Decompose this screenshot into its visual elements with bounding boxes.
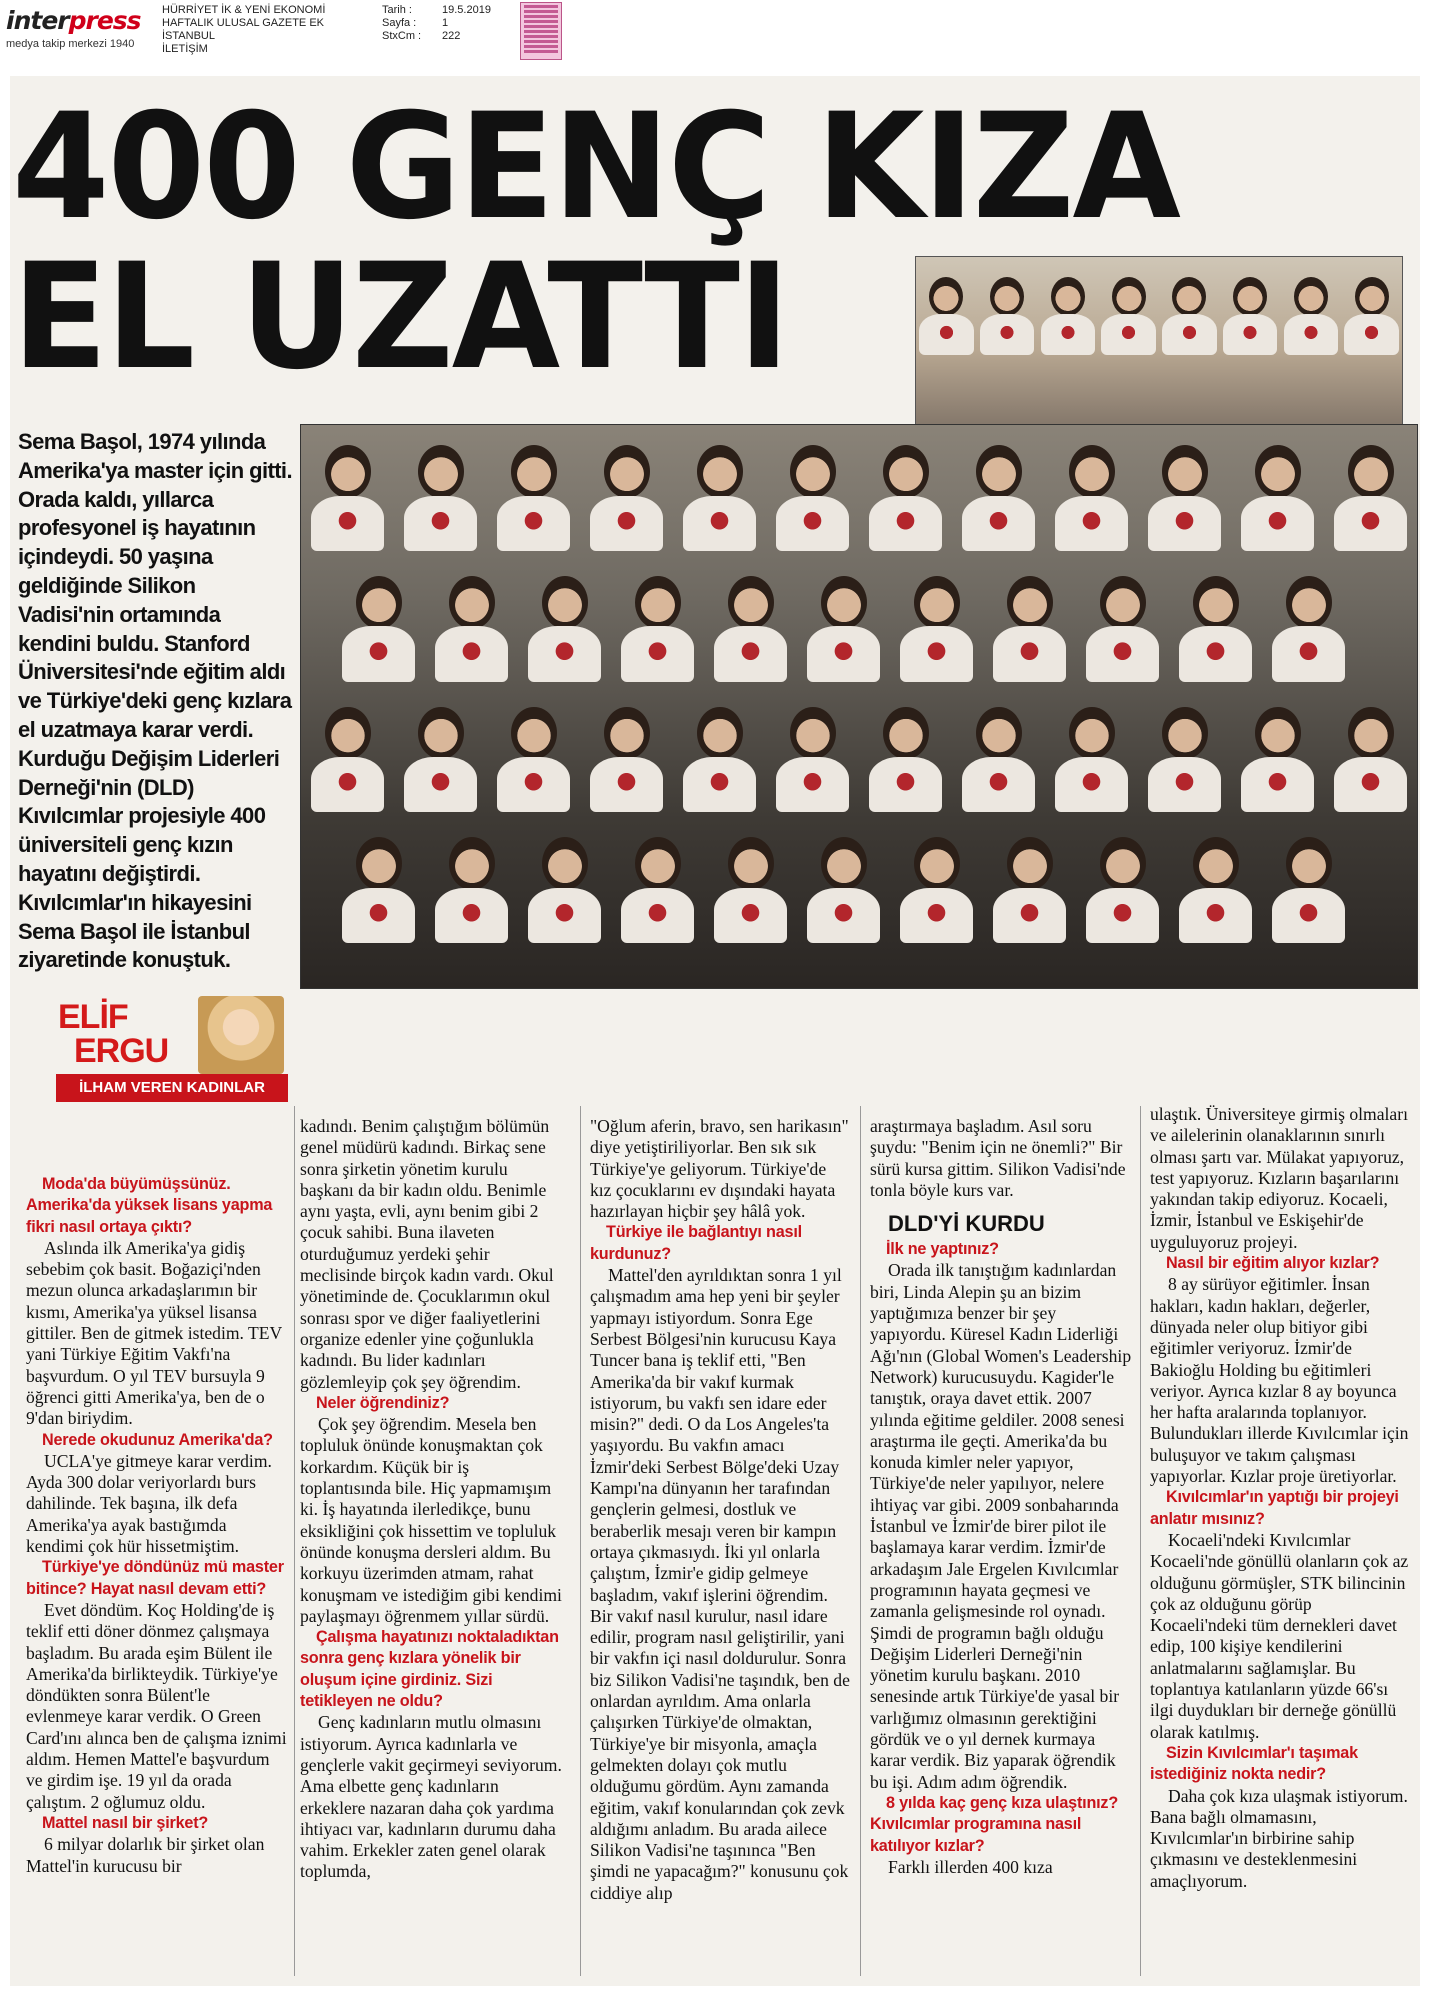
person-shirt bbox=[497, 757, 571, 812]
meta-key: Tarih : bbox=[382, 4, 412, 16]
headline-line-2: EL UZATTI bbox=[12, 232, 789, 402]
logo-brand-accent: press bbox=[68, 6, 141, 35]
headline-line-1: 400 GENÇ KIZA bbox=[12, 82, 1180, 252]
person-shirt bbox=[497, 496, 571, 551]
person-head bbox=[790, 707, 836, 760]
person-shirt bbox=[807, 888, 881, 943]
paragraph: Kocaeli'ndeki Kıvılcımlar Kocaeli'nde gönüllü olanların çok az olduğunu görmüşler, STK bilincinin çok az olduğunu görüp Kocaeli'ndeki tüm dernekleri davet edip, 100 kişiye kendilerini anlatmalarını sağlamışlar. Bu toplantıya katılanların yüzde 66'sı ilgi duydukları bir derneğe gönüllü olarak katılmış. bbox=[1150, 1529, 1409, 1742]
person-shirt bbox=[1055, 757, 1129, 812]
person-shirt bbox=[1162, 314, 1216, 355]
meta-keys bbox=[382, 4, 442, 43]
person-shirt bbox=[1334, 757, 1408, 812]
interview-question: Moda'da büyümüşsünüz. Amerika'da yüksek lisans yapma fikri nasıl ortaya çıktı? bbox=[26, 1175, 273, 1236]
person-head bbox=[356, 837, 402, 890]
person-shirt bbox=[993, 626, 1067, 681]
paragraph: ulaştık. Üniversiteye girmiş olmaları ve ailelerinin olanaklarının sınırlı olması şartı var. Mülakat yapıyoruz, test yapıyoruz. Kızların başarılarını yakından takip ediyoruz. Kocaeli, İzmir, İstanbul ve Eskişehir'de uyguluyoruz projeyi. bbox=[1150, 1104, 1408, 1252]
person-head bbox=[976, 707, 1022, 760]
person-shirt bbox=[342, 888, 416, 943]
person-head bbox=[821, 837, 867, 890]
person-head bbox=[418, 445, 464, 498]
page-thumbnail bbox=[520, 2, 562, 60]
person-head bbox=[1172, 277, 1206, 316]
logo-brand: inter bbox=[6, 6, 69, 35]
person-shirt bbox=[590, 757, 664, 812]
person-shirt bbox=[435, 626, 509, 681]
paragraph: 8 ay sürüyor eğitimler. İnsan hakları, kadın hakları, değerler, dünyada neler olup bitiyor gibi eğitimler veriyoruz. İzmir'de Bakioğlu Holding bu eğitimleri veriyor. Ayrıca kızlar 8 ay boyunca her hafta aralarında toplanıyor. Bulundukları illerde Kıvılcımlar için buluşuyor ve takım çalışması yapıyorlar. Kızlar proje üretiyorlar. bbox=[1150, 1274, 1409, 1487]
meta-values bbox=[442, 4, 502, 43]
person-shirt bbox=[1334, 496, 1408, 551]
person-head bbox=[1294, 277, 1328, 316]
person-shirt bbox=[528, 626, 602, 681]
person-shirt bbox=[776, 496, 850, 551]
person-shirt bbox=[1284, 314, 1338, 355]
person-head bbox=[697, 707, 743, 760]
person-head bbox=[1162, 445, 1208, 498]
person-head bbox=[1286, 837, 1332, 890]
person-shirt bbox=[621, 626, 695, 681]
publication-line: İLETİŞİM bbox=[162, 43, 208, 55]
article-column-3 bbox=[590, 1116, 852, 1904]
section-subheading: DLD'Yİ KURDU bbox=[888, 1211, 1045, 1237]
person-shirt bbox=[311, 496, 385, 551]
person-head bbox=[449, 576, 495, 629]
publication-info bbox=[162, 4, 372, 56]
publication-line: HÜRRİYET İK & YENİ EKONOMİ bbox=[162, 4, 326, 16]
paragraph: Genç kadınların mutlu olmasını istiyorum. Ayrıca kadınlarla ve gençlerle vakit geçirmeyi seviyorum. Ama elbette genç kadınların erkeklere nazaran daha çok yardıma ihtiyacı var, kadınların durumu daha vahim. Erkekler zaten genel olarak toplumda, bbox=[300, 1712, 562, 1882]
person-shirt bbox=[590, 496, 664, 551]
person-shirt bbox=[1272, 888, 1346, 943]
person-head bbox=[1069, 707, 1115, 760]
paragraph: Daha çok kıza ulaşmak istiyorum. Bana bağlı olmamasını, Kıvılcımlar'ın birbirine sahip çıkmasını ve desteklenmesini amaçlıyorum. bbox=[1150, 1785, 1408, 1891]
person-head bbox=[511, 707, 557, 760]
author-last-name: ERGU bbox=[74, 1032, 169, 1070]
person-shirt bbox=[1223, 314, 1277, 355]
person-head bbox=[1051, 277, 1085, 316]
person-shirt bbox=[993, 888, 1067, 943]
paragraph: Evet döndüm. Koç Holding'de iş teklif etti döner dönmez çalışmaya başladım. Bu arada eşim Bülent ile Amerika'da birlikteydik. Türkiye'ye döndükten sonra Bülent'le evlenmeye karar verdik. O Green Card'ını alınca ben de çalışma iznimi aldım. Hemen Mattel'e başvurdum ve girdim işe. 19 yıl da orada çalıştım. 2 oğlumuz oldu. bbox=[26, 1599, 287, 1812]
person-head bbox=[821, 576, 867, 629]
person-shirt bbox=[1101, 314, 1155, 355]
publication-line: İSTANBUL bbox=[162, 30, 215, 42]
person-shirt bbox=[714, 888, 788, 943]
person-head bbox=[325, 707, 371, 760]
meta-key: Sayfa : bbox=[382, 17, 417, 29]
logo-tagline: medya takip merkezi 1940 bbox=[6, 38, 135, 50]
interview-question: İlk ne yaptınız? bbox=[886, 1240, 999, 1259]
publication-line: HAFTALIK ULUSAL GAZETE EK bbox=[162, 17, 324, 29]
article-column-4 bbox=[870, 1116, 1132, 1878]
person-shirt bbox=[1179, 626, 1253, 681]
author-avatar bbox=[198, 996, 284, 1074]
interview-question: Neler öğrendiniz? bbox=[316, 1393, 450, 1412]
person-head bbox=[914, 576, 960, 629]
person-shirt bbox=[311, 757, 385, 812]
person-shirt bbox=[404, 757, 478, 812]
person-shirt bbox=[776, 757, 850, 812]
interpress-logo bbox=[6, 6, 156, 60]
person-head bbox=[728, 576, 774, 629]
meta-value: 1 bbox=[442, 17, 449, 29]
person-head bbox=[542, 576, 588, 629]
person-shirt bbox=[1148, 757, 1222, 812]
person-shirt bbox=[962, 757, 1036, 812]
person-head bbox=[1162, 707, 1208, 760]
person-shirt bbox=[342, 626, 416, 681]
paragraph: UCLA'ye gitmeye karar verdim. Ayda 300 dolar veriyorlardı burs dahilinde. Tek başına, ilk defa Amerika'ya ayak bastığımda kendimi çok hür hissetmiştim. bbox=[26, 1450, 272, 1557]
person-shirt bbox=[1241, 757, 1315, 812]
person-shirt bbox=[1179, 888, 1253, 943]
column-rule bbox=[1140, 1106, 1141, 1976]
person-head bbox=[1100, 576, 1146, 629]
column-rule bbox=[580, 1106, 581, 1976]
person-head bbox=[1112, 277, 1146, 316]
person-head bbox=[1348, 707, 1394, 760]
article-column-1 bbox=[26, 1174, 288, 1877]
interview-question: Nerede okudunuz Amerika'da? bbox=[42, 1430, 273, 1449]
person-head bbox=[1193, 837, 1239, 890]
person-shirt bbox=[900, 626, 974, 681]
interview-question: Kıvılcımlar'ın yaptığı bir projeyi anlatır mısınız? bbox=[1150, 1488, 1399, 1528]
person-shirt bbox=[621, 888, 695, 943]
paragraph: Aslında ilk Amerika'ya gidiş sebebim çok basit. Boğaziçi'nden mezun olunca arkadaşlarımın bir kısmı, Amerika'ya yüksel lisansa gittiler. Ben de gitmek istedim. TEV yani Türkiye Eğitim Vakfı'na başvurdum. O yıl TEV bursuyla 9 öğrenci gitti Amerika'ya, ben de o 9'dan biriydim. bbox=[26, 1237, 282, 1429]
person-shirt bbox=[435, 888, 509, 943]
person-head bbox=[356, 576, 402, 629]
paragraph: Orada ilk tanıştığım kadınlardan biri, Linda Alepin şu an bizim yaptığımıza benzer bir şey yapıyordu. Küresel Kadın Liderliği Ağı'nın (Global Women's Leadership Network) kurucusuydu. Kagider'le tanıştık, oraya davet ettik. 2007 yılında eğitime geldiler. 2008 senesi araştırma ile geçti. Amerika'da bu konuda kimler neler yapıyor, Türkiye'de neler yapılıyor, nelere ihtiyaç var gibi. 2009 sonbaharında İstanbul ve İzmir'de birer pilot ile başlamaya karar verdim. İzmir'de arkadaşım Jale Ergelen Kıvılcımlar programının hayata geçmesi ve zamanla gelişmesinde rol oynadı. Şimdi de programın bağlı olduğu Değişim Liderleri Derneği'nin yönetim kurulu başkanı. 2010 senesinde artık Türkiye'de yasal bir varlığımız olmasının gerektiğini gördük ve o yıl dernek kurmaya karar verdik. Biz yaparak öğrendik bu işi. Adım adım öğrendik. bbox=[870, 1260, 1132, 1792]
column-series-label: İLHAM VEREN KADINLAR bbox=[56, 1074, 288, 1102]
person-head bbox=[635, 576, 681, 629]
person-head bbox=[1007, 576, 1053, 629]
interview-question: Türkiye ile bağlantıyı nasıl kurdunuz? bbox=[590, 1223, 802, 1263]
meta-value: 222 bbox=[442, 30, 461, 42]
person-head bbox=[1355, 277, 1389, 316]
person-shirt bbox=[900, 888, 974, 943]
person-head bbox=[418, 707, 464, 760]
paragraph: kadındı. Benim çalıştığım bölümün genel müdürü kadındı. Birkaç sene sonra şirketin yönetim kurulu başkanı da bir kadın oldu. Benimle aynı yaşta, evli, aynı benim gibi 2 çocuk sahibi. Buna ilaveten oturduğumuz yerdeki şehir meclisinde birçok kadın vardı. Okul yönetiminde de. Çocuklarımın okul sonrası spor ve diğer faaliyetlerini organize edenler yine çoğunlukla kadındı. Bu lider kadınları gözlemleyip çok şey öğrendim. bbox=[300, 1116, 554, 1392]
paragraph: araştırmaya başladım. Asıl soru şuydu: "Benim için ne önemli?" Bir sürü kursa gittim. Silikon Vadisi'nde tonla böyle kurs var. bbox=[870, 1116, 1126, 1200]
person-head bbox=[449, 837, 495, 890]
person-head bbox=[1069, 445, 1115, 498]
meta-value: 19.5.2019 bbox=[442, 4, 491, 16]
person-head bbox=[604, 707, 650, 760]
person-shirt bbox=[528, 888, 602, 943]
person-shirt bbox=[1344, 314, 1398, 355]
person-shirt bbox=[683, 496, 757, 551]
person-head bbox=[914, 837, 960, 890]
person-shirt bbox=[683, 757, 757, 812]
person-head bbox=[728, 837, 774, 890]
person-head bbox=[1100, 837, 1146, 890]
person-head bbox=[511, 445, 557, 498]
paragraph: Farklı illerden 400 kıza bbox=[888, 1856, 1053, 1877]
meta-key: StxCm : bbox=[382, 30, 422, 42]
person-head bbox=[604, 445, 650, 498]
person-head bbox=[976, 445, 1022, 498]
group-photo-main bbox=[300, 424, 1418, 989]
person-shirt bbox=[869, 757, 943, 812]
person-head bbox=[1255, 707, 1301, 760]
person-shirt bbox=[980, 314, 1034, 355]
person-shirt bbox=[807, 626, 881, 681]
paragraph: "Oğlum aferin, bravo, sen harikasın" diye yetiştiriliyorlar. Ben sık sık Türkiye'ye geliyorum. Türkiye'de kız çocuklarını ev dışındaki hayata hazırlayan hiçbir şey hâlâ yok. bbox=[590, 1116, 849, 1222]
person-shirt bbox=[714, 626, 788, 681]
article-intro: Sema Başol, 1974 yılında Amerika'ya master için gitti. Orada kaldı, yıllarca profesyonel iş hayatının içindeydi. 50 yaşına geldiğinde Silikon Vadisi'nin ortamında kendini buldu. Stanford Üniversitesi'nde eğitim aldı ve Türkiye'deki genç kızlara el uzatmaya karar verdi. Kurduğu Değişim Liderleri Derneği'nin (DLD) Kıvılcımlar projesiyle 400 üniversiteli genç kızın hayatını değiştirdi. Kıvılcımlar'ın hikayesini Sema Başol ile İstanbul ziyaretinde konuştuk. bbox=[18, 429, 292, 973]
person-shirt bbox=[1086, 626, 1160, 681]
person-head bbox=[697, 445, 743, 498]
person-shirt bbox=[1148, 496, 1222, 551]
author-byline bbox=[18, 996, 288, 1106]
author-first-name: ELİF bbox=[58, 998, 128, 1036]
person-head bbox=[990, 277, 1024, 316]
newspaper-page bbox=[10, 76, 1420, 1986]
article-column-5 bbox=[1150, 1104, 1412, 1892]
person-head bbox=[325, 445, 371, 498]
person-head bbox=[929, 277, 963, 316]
person-head bbox=[883, 445, 929, 498]
person-shirt bbox=[919, 314, 973, 355]
article-column-2 bbox=[300, 1116, 562, 1883]
interview-question: Türkiye'ye döndünüz mü master bitince? Hayat nasıl devam etti? bbox=[26, 1558, 284, 1598]
clipping-header bbox=[0, 0, 1430, 72]
person-shirt bbox=[1055, 496, 1129, 551]
person-shirt bbox=[1041, 314, 1095, 355]
interview-question: Çalışma hayatınızı noktaladıktan sonra genç kızlara yönelik bir oluşum içine girdiniz. Sizi tetikleyen ne oldu? bbox=[300, 1628, 559, 1711]
person-head bbox=[1193, 576, 1239, 629]
person-head bbox=[1007, 837, 1053, 890]
person-head bbox=[1286, 576, 1332, 629]
interview-question: Nasıl bir eğitim alıyor kızlar? bbox=[1166, 1254, 1380, 1273]
column-rule bbox=[294, 1106, 295, 1976]
person-head bbox=[1348, 445, 1394, 498]
interview-question: 8 yılda kaç genç kıza ulaştınız? Kıvılcımlar programına nasıl katılıyor kızlar? bbox=[870, 1793, 1119, 1855]
person-head bbox=[542, 837, 588, 890]
person-shirt bbox=[962, 496, 1036, 551]
person-head bbox=[1233, 277, 1267, 316]
interview-question: Mattel nasıl bir şirket? bbox=[42, 1813, 209, 1832]
person-shirt bbox=[1241, 496, 1315, 551]
paragraph: Mattel'den ayrıldıktan sonra 1 yıl çalışmadım ama hep yeni bir şeyler yapmayı istiyordum. Sonra Ege Serbest Bölgesi'nin kurucusu Kaya Tuncer bana iş teklif etti, "Ben Amerika'da bir vakıf kurmak istiyorum, bu vakfı sen idare eder misin?" dedi. O da Los Angeles'ta yaşıyordu. Bu vakfın amacı İzmir'deki Serbest Bölge'deki Uzay Kampı'na dünyanın her tarafından gençlerin gelmesi, dostluk ve beraberlik mesajı veren bir kampın ortaya çıkmasıydı. İki yıl onlarla çalıştım, İzmir'e gidip gelmeye başladım, vakıf işlerini öğrendim. Bir vakıf nasıl kurulur, nasıl idare edilir, program nasıl geliştirilir, yani bir vakfın içi nasıl doldurulur. Sonra biz Silikon Vadisi'ne taşındık, ben de onlardan ayrıldım. Ama onlarla çalışırken Türkiye'de olmaktan, Türkiye'ye bir misyonla, amaçla gelmekten dolayı çok mutlu olduğumu gördüm. Aynı zamanda eğitim, vakıf konularından çok zevk aldığımı anladım. Bu arada ailece Silikon Vadisi'ne taşınınca "Ben şimdi ne yapacağım?" konusunu çok ciddiye alıp bbox=[590, 1265, 850, 1903]
person-head bbox=[635, 837, 681, 890]
person-head bbox=[1255, 445, 1301, 498]
paragraph: 6 milyar dolarlık bir şirket olan Mattel'in kurucusu bir bbox=[26, 1834, 265, 1876]
person-head bbox=[790, 445, 836, 498]
interview-question: Sizin Kıvılcımlar'ı taşımak istediğiniz nokta nedir? bbox=[1150, 1743, 1358, 1784]
person-head bbox=[883, 707, 929, 760]
column-rule bbox=[860, 1106, 861, 1976]
person-shirt bbox=[1272, 626, 1346, 681]
person-shirt bbox=[404, 496, 478, 551]
person-shirt bbox=[1086, 888, 1160, 943]
paragraph: Çok şey öğrendim. Mesela ben topluluk önünde konuşmaktan çok korkardım. Küçük bir iş toplantısında bile. Hiç yapmamışım ki. İş hayatında ilerledikçe, bunu eksikliğini çok hissettim ve topluluk önünde konuşma dersleri aldım. Bu korkuyu üzerimden atmam, rahat konuşmam ve istediğim gibi kendimi paylaşmayı öğrenmem yıllar sürdü. bbox=[300, 1414, 562, 1626]
person-shirt bbox=[869, 496, 943, 551]
